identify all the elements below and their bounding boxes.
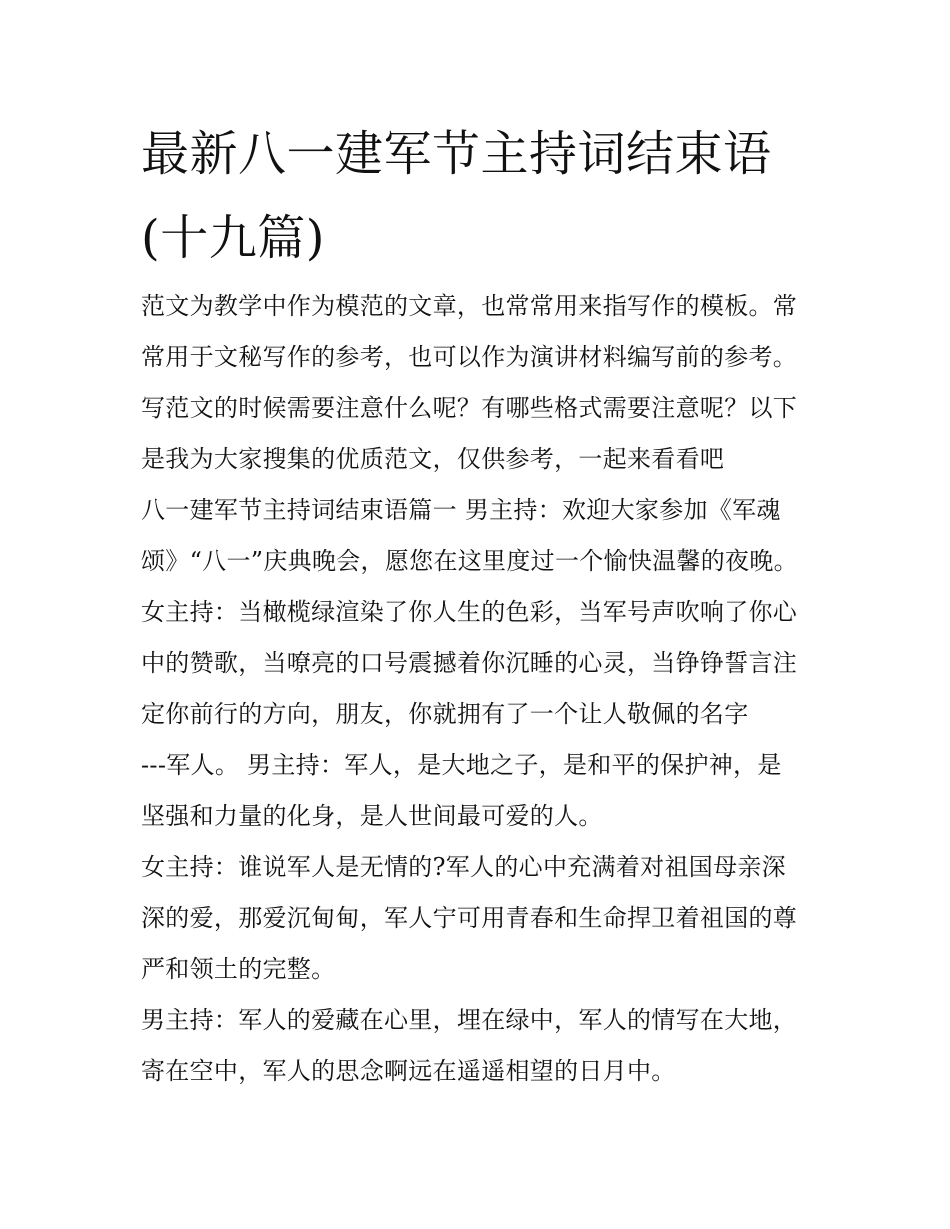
body-line: 是我为大家搜集的优质范文，仅供参考，一起来看看吧 [141, 445, 725, 473]
body-line: 严和领土的完整。 [141, 955, 336, 983]
body-line: 女主持：当橄榄绿渲染了你人生的色彩，当军号声吹响了你心 [141, 598, 798, 626]
body-line: 颂》“八一”庆典晚会，愿您在这里度过一个愉快温馨的夜晚。 [141, 547, 798, 575]
body-line: 寄在空中，军人的思念啊远在遥遥相望的日月中。 [141, 1057, 676, 1085]
document-title [141, 112, 821, 280]
body-line: 定你前行的方向，朋友，你就拥有了一个让人敬佩的名字 [141, 700, 749, 728]
body-line: 女主持：谁说军人是无情的?军人的心中充满着对祖国母亲深 [141, 853, 786, 881]
body-line: 常用于文秘写作的参考，也可以作为演讲材料编写前的参考。 [141, 343, 798, 371]
body-line: 范文为教学中作为模范的文章，也常常用来指写作的模板。常 [141, 292, 798, 320]
document-body [141, 281, 821, 1097]
title-line: (十九篇) [141, 210, 325, 266]
body-line: ---军人。 男主持：军人，是大地之子，是和平的保护神，是 [141, 751, 782, 779]
title-line: 最新八一建军节主持词结束语 [141, 126, 772, 182]
body-line: 八一建军节主持词结束语篇一 男主持：欢迎大家参加《军魂 [141, 496, 781, 524]
body-line: 深的爱，那爱沉甸甸，军人宁可用青春和生命捍卫着祖国的尊 [141, 904, 798, 932]
body-line: 写范文的时候需要注意什么呢？有哪些格式需要注意呢？以下 [141, 394, 798, 422]
body-line: 男主持：军人的爱藏在心里，埋在绿中，军人的情写在大地， [141, 1006, 798, 1034]
body-line: 坚强和力量的化身，是人世间最可爱的人。 [141, 802, 603, 830]
body-line: 中的赞歌，当嘹亮的口号震撼着你沉睡的心灵，当铮铮誓言注 [141, 649, 798, 677]
